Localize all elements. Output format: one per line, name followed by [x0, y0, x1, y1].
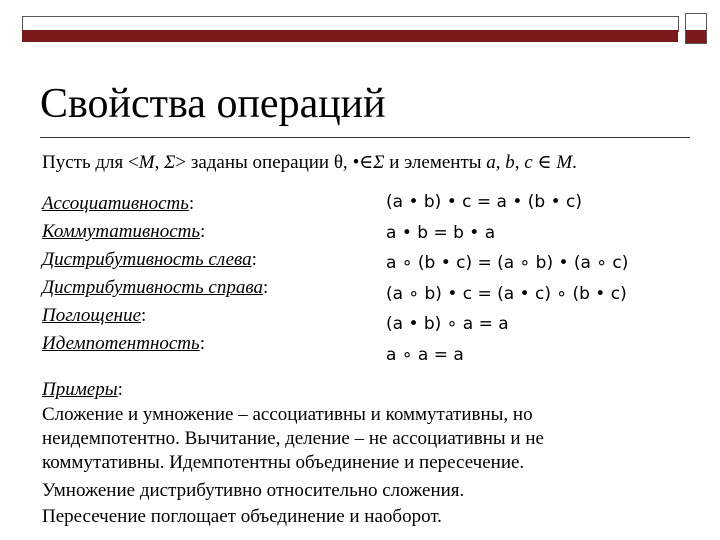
- property-row: Дистрибутивность слева:: [42, 249, 257, 270]
- slide-title: Свойства операций: [40, 81, 386, 127]
- examples-heading: Примеры: [42, 379, 118, 400]
- property-name: Дистрибутивность справа: [42, 277, 263, 298]
- formula-associativity: (a • b) • c = a • (b • c): [386, 192, 583, 212]
- formula-left-distributivity: a ∘ (b • c) = (a ∘ b) • (a ∘ c): [386, 253, 629, 274]
- intro-comma: ,: [154, 152, 165, 173]
- examples-heading-line: Примеры:: [42, 379, 123, 400]
- property-name: Поглощение: [42, 305, 142, 326]
- intro-mid: > заданы операции θ,: [175, 152, 353, 173]
- formula-absorption: (a • b) ∘ a = a: [386, 314, 509, 335]
- intro-set-m: M: [138, 152, 155, 173]
- intro-var-b: b: [505, 152, 515, 173]
- property-row: Коммутативность:: [42, 221, 206, 242]
- property-name: Идемпотентность: [42, 333, 200, 354]
- intro-and-elements: и элементы: [384, 152, 487, 173]
- examples-line-distributive: Умножение дистрибутивно относительно сложения.: [42, 480, 465, 501]
- intro-prefix: Пусть для <: [42, 152, 139, 173]
- intro-text: Пусть для <M, Σ> заданы операции θ, •∈Σ и элементы a, b, c ∈ M.: [42, 152, 577, 173]
- examples-paragraph: Сложение и умножение – ассоциативны и коммутативны, но неидемпотентно. Вычитание, деление – не ассоциативны и не коммутативны. Идемпотентны объединение и пересечение.: [42, 404, 544, 473]
- intro-sigma: Σ: [164, 152, 176, 173]
- intro-ops: •∈Σ: [352, 152, 385, 173]
- intro-member-symbol: ∈: [532, 152, 557, 173]
- intro-set-m-2: M: [556, 152, 573, 173]
- property-list: [42, 190, 268, 358]
- intro-period: .: [572, 152, 577, 173]
- property-row: Ассоциативность:: [42, 193, 195, 214]
- property-name: Дистрибутивность слева: [42, 249, 252, 270]
- title-divider: [40, 137, 690, 138]
- formula-right-distributivity: (a ∘ b) • c = (a • c) ∘ (b • c): [386, 283, 627, 304]
- examples-line-absorption: Пересечение поглощает объединение и наоборот.: [42, 506, 442, 527]
- intro-var-c: c: [524, 152, 533, 173]
- property-row: Идемпотентность:: [42, 333, 205, 354]
- formula-idempotence: a ∘ a = a: [386, 344, 464, 365]
- formula-list: [386, 187, 628, 371]
- formula-commutativity: a • b = b • a: [386, 222, 496, 243]
- property-row: Дистрибутивность справа:: [42, 277, 269, 298]
- property-row: Поглощение:: [42, 305, 147, 326]
- header-corner-fill: [686, 30, 706, 43]
- examples-section: [42, 377, 682, 530]
- property-name: Коммутативность: [42, 221, 201, 242]
- property-name: Ассоциативность: [42, 193, 189, 214]
- intro-var-a: a: [486, 152, 496, 173]
- header-accent-bar: [22, 30, 678, 42]
